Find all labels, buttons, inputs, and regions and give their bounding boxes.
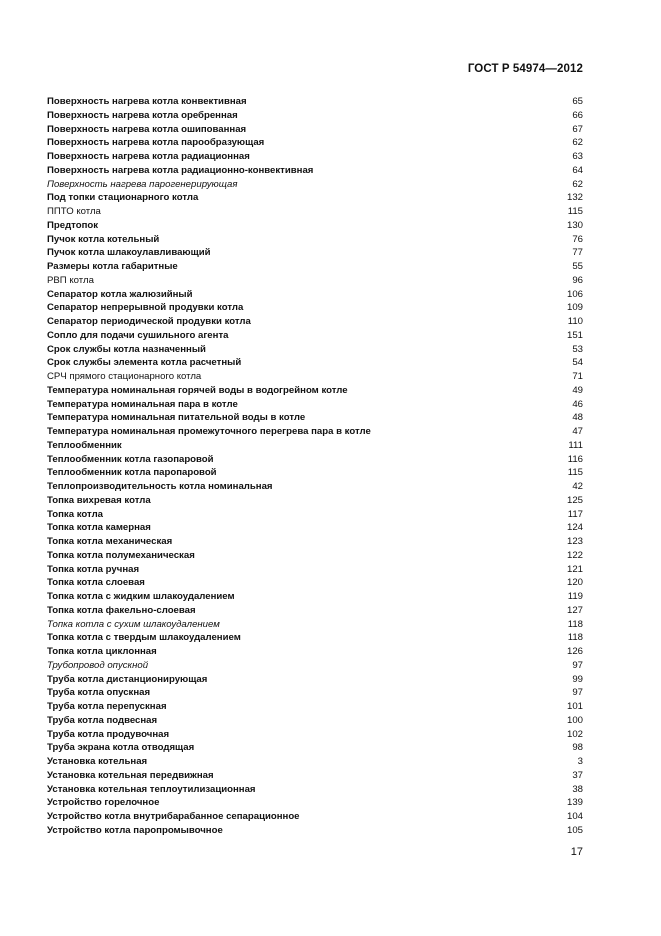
page-number: 17 (570, 846, 583, 858)
index-page-ref: 76 (572, 233, 583, 245)
index-page-ref: 119 (567, 591, 583, 602)
index-page-ref: 62 (572, 178, 583, 190)
index-entry (47, 136, 583, 150)
index-entry (47, 755, 583, 769)
index-page-ref: 121 (566, 563, 583, 575)
index-page-ref: 49 (572, 384, 583, 396)
index-page-ref: 118 (567, 632, 583, 644)
index-page-ref: 126 (566, 646, 583, 657)
index-term: Поверхность нагрева котла радиационная (47, 151, 250, 162)
index-entry (47, 301, 583, 315)
index-term: Температура номинальная промежуточного перегрева пара в котле (47, 426, 371, 437)
index-entry (47, 741, 583, 755)
index-page-ref: 124 (566, 522, 583, 534)
index-entry (47, 521, 583, 535)
index-term: ППТО котла (47, 206, 101, 217)
index-entry (47, 260, 583, 274)
index-term: Топка котла ручная (47, 563, 140, 575)
index-page-ref: 42 (572, 481, 583, 492)
index-page-ref: 54 (572, 357, 583, 369)
index-entry (47, 329, 583, 343)
index-term: Поверхность нагрева котла радиационно-конвективная (47, 164, 314, 176)
index-entry (47, 824, 583, 838)
index-entry (47, 164, 583, 178)
index-entry (47, 150, 583, 164)
index-entry (47, 425, 583, 439)
index-entry (47, 769, 583, 783)
index-page-ref: 116 (567, 453, 583, 465)
index-term: Топка котла с жидким шлакоудалением (47, 591, 235, 602)
index-entry (47, 645, 583, 659)
index-entry (47, 205, 583, 219)
index-page-ref: 100 (566, 714, 583, 726)
index-term: Теплообменник котла паропаровой (47, 467, 217, 479)
index-entry (47, 673, 583, 687)
index-term: Топка котла механическая (47, 536, 173, 547)
index-term: Топка котла циклонная (47, 646, 157, 657)
index-entry (47, 411, 583, 425)
index-page-ref: 118 (567, 618, 583, 630)
index-entry (47, 535, 583, 549)
index-page-ref: 97 (572, 659, 583, 671)
index-term: Предтопок (47, 219, 99, 231)
index-term: Поверхность нагрева котла оребренная (47, 109, 238, 121)
index-entry (47, 576, 583, 590)
index-page-ref: 55 (572, 261, 583, 272)
index-page-ref: 111 (568, 439, 583, 451)
index-page-ref: 105 (566, 824, 583, 836)
index-term: Теплопроизводительность котла номинальная (47, 481, 273, 492)
index-entry (47, 233, 583, 247)
index-page-ref: 125 (566, 494, 583, 506)
index-page-ref: 3 (577, 756, 583, 767)
index-term: Установка котельная (47, 756, 148, 767)
index-page-ref: 65 (572, 96, 583, 107)
index-entry (47, 494, 583, 508)
index-page-ref: 62 (572, 137, 583, 149)
index-page-ref: 104 (566, 811, 583, 822)
index-entry (47, 219, 583, 233)
index-term: Сепаратор непрерывной продувки котла (47, 302, 244, 314)
index-term: Пучок котла шлакоулавливающий (47, 247, 211, 259)
index-entry (47, 604, 583, 618)
index-page-ref: 53 (572, 343, 583, 355)
index-page-ref: 101 (566, 701, 583, 712)
index-term: Поверхность нагрева парогенерирующая (47, 178, 238, 190)
index-term: Труба котла перепускная (47, 701, 167, 712)
index-term: Поверхность нагрева котла парообразующая (47, 137, 265, 149)
alphabetical-index (47, 95, 583, 838)
index-page-ref: 127 (566, 604, 583, 616)
index-term: Труба котла подвесная (47, 714, 158, 726)
index-term: РВП котла (47, 274, 94, 286)
index-term: Устройство котла паропромывочное (47, 824, 223, 836)
index-page-ref: 99 (572, 673, 583, 685)
index-page-ref: 120 (566, 577, 583, 589)
index-entry (47, 109, 583, 123)
index-entry (47, 246, 583, 260)
index-entry (47, 796, 583, 810)
index-page-ref: 64 (572, 164, 583, 176)
document-id: ГОСТ Р 54974—2012 (467, 63, 583, 75)
index-term: Пучок котла котельный (47, 233, 160, 245)
index-page-ref: 115 (567, 206, 583, 217)
index-term: Теплообменник (47, 439, 122, 451)
index-page-ref: 115 (567, 467, 583, 479)
index-page-ref: 38 (572, 783, 583, 795)
index-term: Под топки стационарного котла (47, 192, 199, 204)
index-entry (47, 563, 583, 577)
index-page-ref: 71 (572, 371, 583, 382)
index-term: Теплообменник котла газопаровой (47, 453, 214, 465)
index-page-ref: 63 (572, 151, 583, 162)
index-term: Температура номинальная горячей воды в водогрейном котле (47, 384, 348, 396)
index-term: СРЧ прямого стационарного котла (47, 371, 202, 382)
index-entry (47, 343, 583, 357)
index-term: Труба котла опускная (47, 687, 151, 699)
index-page-ref: 47 (572, 426, 583, 437)
index-term: Труба котла дистанционирующая (47, 673, 208, 685)
index-page-ref: 98 (572, 742, 583, 754)
index-term: Размеры котла габаритные (47, 261, 178, 272)
index-entry (47, 191, 583, 205)
index-entry (47, 700, 583, 714)
index-term: Топка котла с твердым шлакоудалением (47, 632, 241, 644)
index-entry (47, 315, 583, 329)
index-entry (47, 686, 583, 700)
index-entry (47, 95, 583, 109)
index-term: Поверхность нагрева котла ошипованная (47, 123, 247, 135)
index-entry (47, 631, 583, 645)
index-page-ref: 46 (572, 398, 583, 410)
index-term: Температура номинальная пара в котле (47, 398, 238, 410)
index-term: Труба котла продувочная (47, 728, 170, 740)
index-page-ref: 110 (567, 316, 583, 327)
index-page-ref: 102 (566, 728, 583, 740)
index-entry (47, 384, 583, 398)
index-term: Топка котла (47, 508, 104, 520)
index-entry (47, 356, 583, 370)
index-term: Поверхность нагрева котла конвективная (47, 96, 247, 107)
index-page-ref: 123 (566, 536, 583, 547)
index-term: Трубопровод опускной (47, 659, 149, 671)
index-page-ref: 96 (572, 274, 583, 286)
index-term: Сепаратор периодической продувки котла (47, 316, 251, 327)
index-page-ref: 106 (566, 288, 583, 300)
index-page-ref: 132 (566, 192, 583, 204)
index-entry (47, 288, 583, 302)
index-term: Установка котельная передвижная (47, 769, 214, 781)
index-entry (47, 466, 583, 480)
index-entry (47, 453, 583, 467)
index-entry (47, 618, 583, 632)
index-page-ref: 37 (572, 769, 583, 781)
index-page-ref: 77 (572, 247, 583, 259)
index-term: Устройство горелочное (47, 797, 160, 809)
index-term: Труба экрана котла отводящая (47, 742, 195, 754)
index-term: Топка котла камерная (47, 522, 151, 534)
index-entry (47, 178, 583, 192)
index-term: Топка котла с сухим шлакоудалением (47, 618, 220, 630)
index-term: Топка вихревая котла (47, 494, 151, 506)
index-page-ref: 66 (572, 109, 583, 121)
index-entry (47, 480, 583, 494)
index-entry (47, 439, 583, 453)
index-term: Температура номинальная питательной воды в котле (47, 412, 306, 424)
index-term: Сепаратор котла жалюзийный (47, 288, 193, 300)
index-entry (47, 508, 583, 522)
index-page-ref: 130 (566, 219, 583, 231)
index-page-ref: 109 (566, 302, 583, 314)
index-page-ref: 48 (572, 412, 583, 424)
index-entry (47, 783, 583, 797)
index-page-ref: 67 (572, 123, 583, 135)
index-entry (47, 659, 583, 673)
index-term: Топка котла слоевая (47, 577, 145, 589)
index-page-ref: 122 (566, 549, 583, 561)
index-page-ref: 117 (567, 508, 583, 520)
index-entry (47, 549, 583, 563)
index-entry (47, 370, 583, 384)
index-entry (47, 810, 583, 824)
index-entry (47, 714, 583, 728)
index-term: Сопло для подачи сушильного агента (47, 329, 229, 341)
index-entry (47, 590, 583, 604)
index-term: Установка котельная теплоутилизационная (47, 783, 256, 795)
index-entry (47, 123, 583, 137)
index-entry (47, 728, 583, 742)
index-page-ref: 97 (572, 687, 583, 699)
index-term: Топка котла факельно-слоевая (47, 604, 196, 616)
index-term: Срок службы котла назначенный (47, 343, 206, 355)
index-term: Срок службы элемента котла расчетный (47, 357, 242, 369)
index-term: Топка котла полумеханическая (47, 549, 195, 561)
index-entry (47, 274, 583, 288)
index-term: Устройство котла внутрибарабанное сепарационное (47, 811, 300, 822)
index-page-ref: 151 (566, 329, 583, 341)
index-entry (47, 398, 583, 412)
index-page-ref: 139 (566, 797, 583, 809)
